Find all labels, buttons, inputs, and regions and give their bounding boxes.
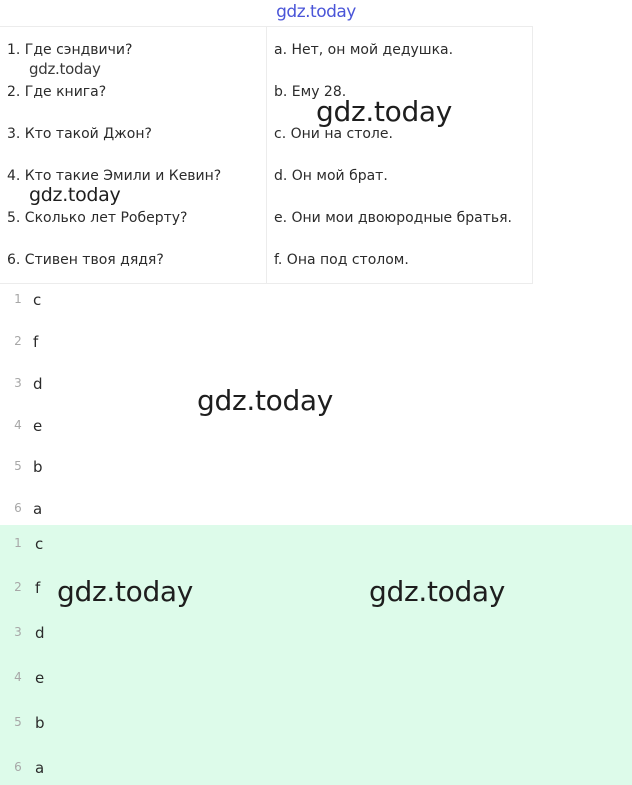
site-logo[interactable]: gdz.today xyxy=(276,2,356,22)
question-6: 6. Стивен твоя дядя? xyxy=(7,252,164,268)
item-answer: c xyxy=(33,291,42,309)
item-number: 3 xyxy=(14,625,22,639)
item-answer: f xyxy=(33,333,39,351)
item-answer: b xyxy=(33,458,43,476)
question-3: 3. Кто такой Джон? xyxy=(7,126,152,142)
watermark: gdz.today xyxy=(57,575,194,608)
watermark: gdz.today xyxy=(29,60,101,78)
option-e: e. Они мои двоюродные братья. xyxy=(274,210,512,226)
item-answer: e xyxy=(33,417,43,435)
item-number: 4 xyxy=(14,670,22,684)
option-c: c. Они на столе. xyxy=(274,126,393,142)
item-answer: b xyxy=(35,714,45,732)
option-d: d. Он мой брат. xyxy=(274,168,388,184)
item-number: 1 xyxy=(14,292,22,306)
option-b: b. Ему 28. xyxy=(274,84,347,100)
watermark: gdz.today xyxy=(316,95,453,128)
item-number: 5 xyxy=(14,459,22,473)
item-answer: d xyxy=(33,375,43,393)
watermark: gdz.today xyxy=(29,184,121,206)
item-number: 6 xyxy=(14,501,22,515)
question-4: 4. Кто такие Эмили и Кевин? xyxy=(7,168,222,184)
item-number: 6 xyxy=(14,760,22,774)
question-2: 2. Где книга? xyxy=(7,84,107,100)
item-answer: e xyxy=(35,669,45,687)
item-answer: f xyxy=(35,579,41,597)
item-answer: a xyxy=(35,759,45,777)
item-number: 4 xyxy=(14,418,22,432)
item-number: 5 xyxy=(14,715,22,729)
watermark: gdz.today xyxy=(197,384,334,417)
column-divider xyxy=(266,27,267,283)
watermark: gdz.today xyxy=(369,575,506,608)
item-number: 1 xyxy=(14,536,22,550)
question-1: 1. Где сэндвичи? xyxy=(7,42,133,58)
option-f: f. Она под столом. xyxy=(274,252,409,268)
item-answer: a xyxy=(33,500,43,518)
item-answer: d xyxy=(35,624,45,642)
question-5: 5. Сколько лет Роберту? xyxy=(7,210,188,226)
item-number: 3 xyxy=(14,376,22,390)
item-number: 2 xyxy=(14,334,22,348)
option-a: a. Нет, он мой дедушка. xyxy=(274,42,454,58)
highlighted-answer-list xyxy=(0,525,632,785)
item-number: 2 xyxy=(14,580,22,594)
item-answer: c xyxy=(35,535,44,553)
